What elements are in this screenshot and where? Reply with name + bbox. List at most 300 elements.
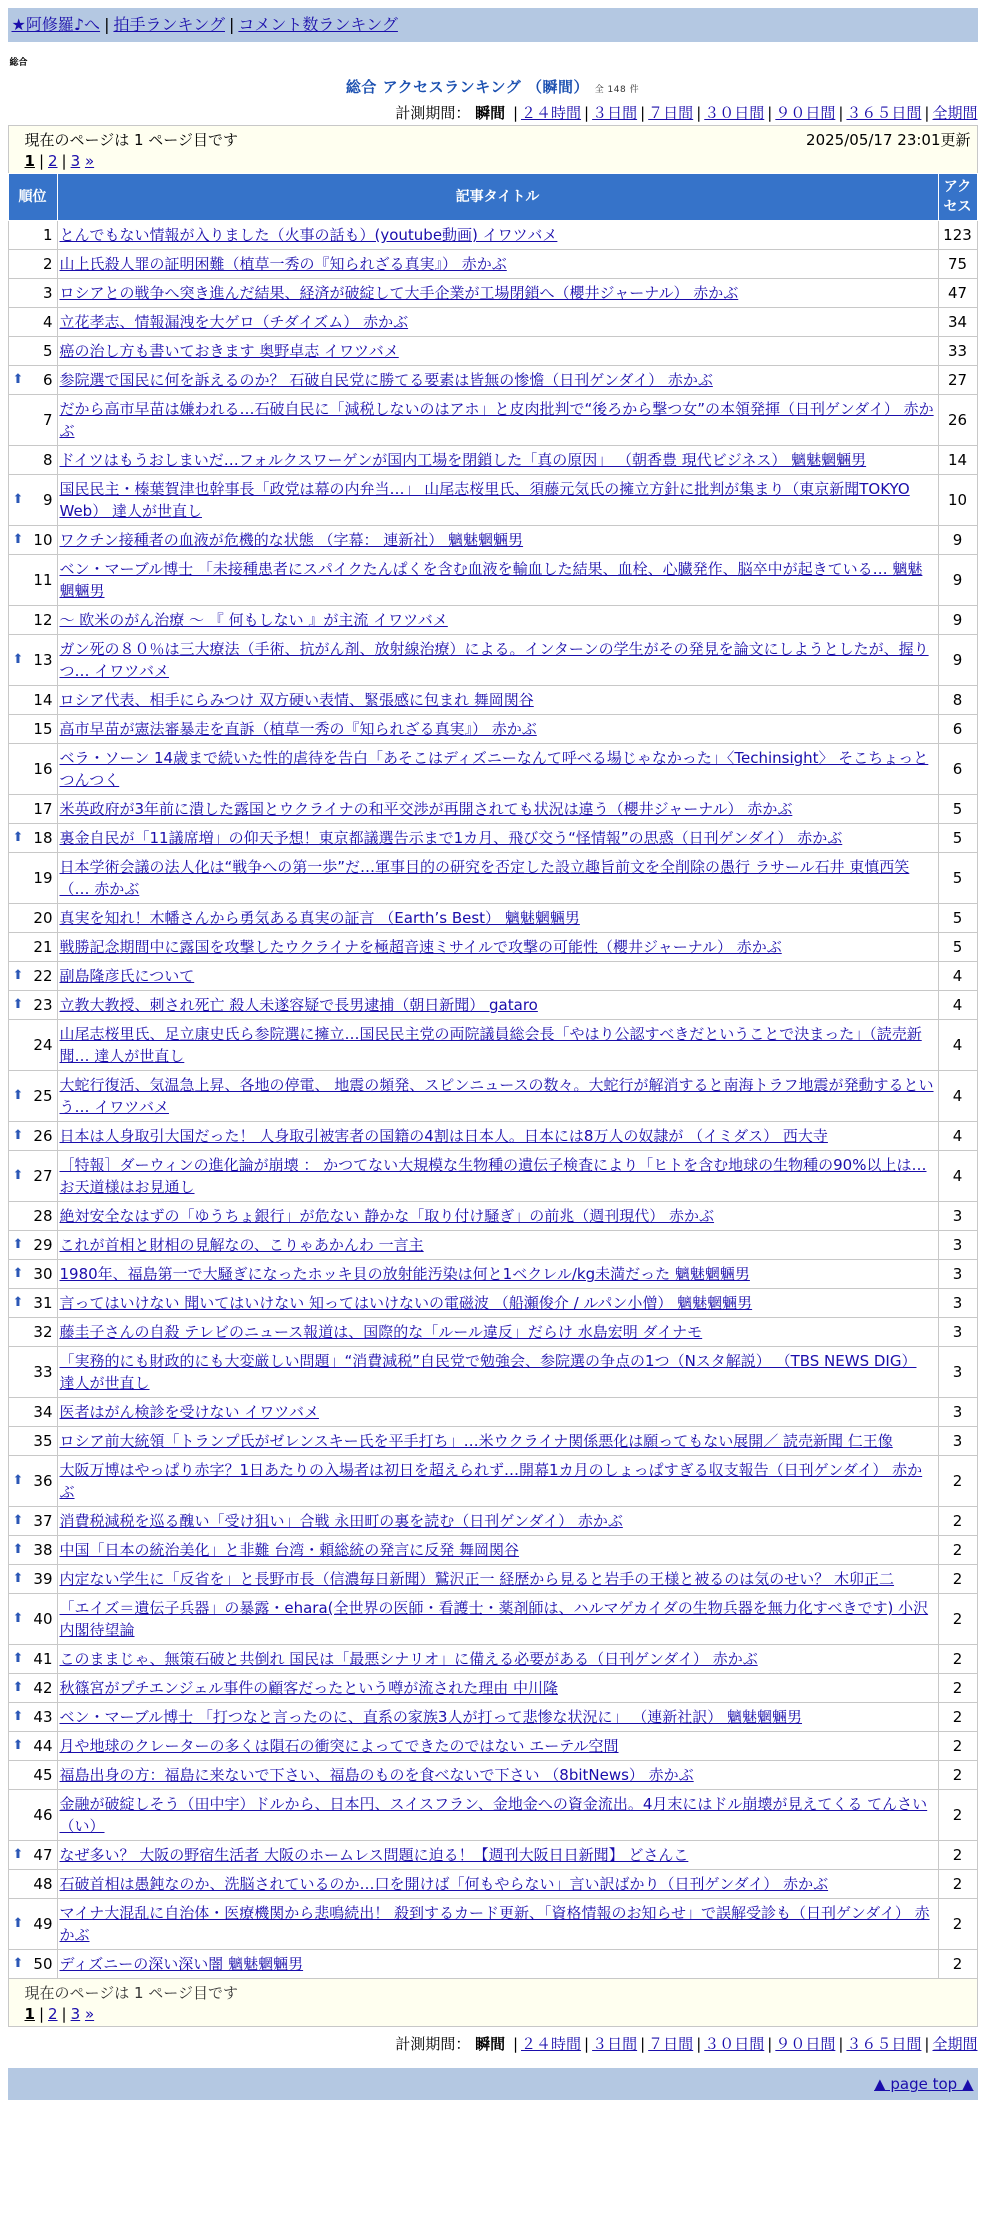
- title-cell: [57, 395, 938, 446]
- title-cell: [57, 366, 938, 395]
- rank-number: 8: [42, 451, 53, 469]
- period-link[interactable]: ７日間: [648, 104, 694, 122]
- ranking-row: [8, 1703, 977, 1732]
- separator: |: [838, 2035, 844, 2053]
- title-cell: [57, 1260, 938, 1289]
- ranking-row: [8, 1674, 977, 1703]
- separator: |: [838, 104, 844, 122]
- up-arrow-icon: ⬆: [12, 1738, 24, 1753]
- access-count: 6: [938, 744, 977, 795]
- rank-cell: [8, 1289, 57, 1318]
- page-status: 現在のページは 1 ページ目です: [24, 131, 238, 149]
- title-cell: [57, 1347, 938, 1398]
- rank-cell: [8, 991, 57, 1020]
- access-count: 4: [938, 991, 977, 1020]
- rank-number: 13: [33, 651, 53, 669]
- pager-top: [25, 152, 971, 170]
- article-link[interactable]: ベラ・ソーン 14歳まで続いた性的虐待を告白「あそこはディズニーなんて呼べる場じゃなかった」〈Techinsight〉 そこちょっとつんつく: [59, 749, 929, 789]
- article-link[interactable]: このままじゃ、無策石破と共倒れ 国民は「最悪シナリオ」に備える必要がある（日刊ゲンダイ） 赤かぶ: [59, 1650, 758, 1668]
- ranking-row: [8, 1870, 977, 1899]
- article-link[interactable]: 副島隆彦氏について: [59, 967, 195, 985]
- article-link[interactable]: 大蛇行復活、気温急上昇、各地の停電、 地震の頻発、スピンニュースの数々。大蛇行が解消すると南海トラフ地震が発動するという… イワツバメ: [59, 1076, 934, 1116]
- access-count: 2: [938, 1761, 977, 1790]
- page-top-link[interactable]: ▲ page top ▲: [874, 2075, 974, 2093]
- rank-number: 19: [33, 869, 53, 887]
- rank-cell: [8, 1761, 57, 1790]
- title-cell: [57, 1732, 938, 1761]
- article-link[interactable]: マイナ大混乱に自治体・医療機関から悲鳴続出！ 殺到するカード更新、「資格情報のお知らせ」で誤解受診も（日刊ゲンダイ） 赤かぶ: [59, 1904, 930, 1944]
- up-arrow-icon: ⬆: [12, 1237, 24, 1252]
- rank-cell: [8, 1231, 57, 1260]
- article-link[interactable]: ディズニーの深い深い闇 魑魅魍魎男: [59, 1955, 304, 1973]
- article-link[interactable]: 山尾志桜里氏、足立康史氏ら参院選に擁立…国民民主党の両院議員総会長「やはり公認すべきだということで決まった」（読売新聞… 達人が世直し: [59, 1025, 922, 1065]
- access-count: 3: [938, 1231, 977, 1260]
- article-link[interactable]: 山上氏殺人罪の証明困難（植草一秀の『知られざる真実』） 赤かぶ: [59, 255, 507, 273]
- rank-cell: [8, 795, 57, 824]
- separator: |: [61, 2005, 67, 2023]
- title-cell: [57, 1202, 938, 1231]
- ranking-row: [8, 1122, 977, 1151]
- article-link[interactable]: 大阪万博はやっぱり赤字？1日あたりの入場者は初日を超えられず…開幕1カ月のしょっぱすぎる収支報告（日刊ゲンダイ） 赤かぶ: [59, 1461, 923, 1501]
- article-link[interactable]: 「実務的にも財政的にも大変厳しい問題」“消費減税”自民党で勉強会、参院選の争点の1つ（Nスタ解説） （TBS NEWS DIG） 達人が世直し: [59, 1352, 917, 1392]
- period-link[interactable]: ３６５日間: [846, 104, 922, 122]
- title-cell: [57, 279, 938, 308]
- home-link[interactable]: ★阿修羅♪へ: [11, 15, 101, 34]
- up-arrow-icon: ⬆: [12, 1916, 24, 1931]
- ranking-row: [8, 221, 977, 250]
- period-current: 瞬間: [475, 2035, 506, 2053]
- rank-cell: [8, 221, 57, 250]
- article-link[interactable]: ベン・マーブル博士 「未接種患者にスパイクたんぱくを含む血液を輸血した結果、血栓、心臓発作、脳卒中が起きている… 魑魅魍魎男: [59, 560, 923, 600]
- up-arrow-icon: ⬆: [12, 1473, 24, 1488]
- rank-number: 27: [33, 1167, 53, 1185]
- access-count: 47: [938, 279, 977, 308]
- article-link[interactable]: ワクチン接種者の血液が危機的な状態 （字幕： 連新社） 魑魅魍魎男: [59, 531, 524, 549]
- rank-cell: [8, 279, 57, 308]
- title-cell: [57, 1071, 938, 1122]
- footer-bar: [8, 2068, 978, 2100]
- rank-number: 32: [33, 1323, 53, 1341]
- ranking-row: [8, 1289, 977, 1318]
- period-link[interactable]: 全期間: [932, 104, 978, 122]
- ranking-row: [8, 1151, 977, 1202]
- rank-cell: [8, 250, 57, 279]
- access-count: 2: [938, 1703, 977, 1732]
- rank-number: 28: [33, 1207, 53, 1225]
- access-count: 4: [938, 1071, 977, 1122]
- access-count: 2: [938, 1870, 977, 1899]
- rank-number: 18: [33, 829, 53, 847]
- access-count: 3: [938, 1318, 977, 1347]
- rank-number: 22: [33, 967, 53, 985]
- title-cell: [57, 853, 938, 904]
- period-link[interactable]: ９０日間: [775, 2035, 836, 2053]
- ranking-row: [8, 1347, 977, 1398]
- separator: |: [584, 2035, 590, 2053]
- period-link[interactable]: ９０日間: [775, 104, 836, 122]
- ranking-row: [8, 1899, 977, 1950]
- title-cell: [57, 991, 938, 1020]
- rank-cell: [8, 635, 57, 686]
- ranking-count: 全 148 件: [594, 85, 640, 95]
- title-cell: [57, 1899, 938, 1950]
- ranking-row: [8, 686, 977, 715]
- title-cell: [57, 1841, 938, 1870]
- title-cell: [57, 962, 938, 991]
- period-link[interactable]: ２４時間: [521, 2035, 582, 2053]
- up-arrow-icon: ⬆: [12, 1168, 24, 1183]
- title-cell: [57, 1122, 938, 1151]
- up-arrow-icon: ⬆: [12, 1088, 24, 1103]
- period-link[interactable]: ７日間: [648, 2035, 694, 2053]
- period-link[interactable]: ３６５日間: [846, 2035, 922, 2053]
- access-count: 4: [938, 962, 977, 991]
- title-cell: [57, 250, 938, 279]
- page-link[interactable]: 3: [70, 2005, 81, 2023]
- up-arrow-icon: ⬆: [12, 1266, 24, 1281]
- ranking-title: 総合 アクセスランキング （瞬間）: [345, 78, 589, 96]
- ranking-title-row: [8, 76, 978, 97]
- page-link[interactable]: 2: [48, 2005, 58, 2023]
- article-link[interactable]: 内定ない学生に「反省を」と長野市長（信濃毎日新聞）鷲沢正一 経歴から見ると岩手の王様と被るのは気のせい？ 木卯正二: [59, 1570, 895, 1588]
- rank-number: 14: [33, 691, 53, 709]
- title-cell: [57, 686, 938, 715]
- article-link[interactable]: 月や地球のクレーターの多くは隕石の衝突によってできたのではない エーテル空間: [59, 1737, 619, 1755]
- rank-cell: [8, 824, 57, 853]
- ranking-row: [8, 1202, 977, 1231]
- rank-number: 33: [33, 1363, 53, 1381]
- period-label: 計測期間：: [395, 2035, 471, 2053]
- title-cell: [57, 1318, 938, 1347]
- access-count: 8: [938, 686, 977, 715]
- period-current: 瞬間: [475, 104, 506, 122]
- ranking-row: [8, 962, 977, 991]
- up-arrow-icon: ⬆: [12, 1128, 24, 1143]
- title-cell: [57, 1231, 938, 1260]
- title-cell: [57, 1870, 938, 1899]
- article-link[interactable]: 高市早苗が憲法審暴走を直訴（植草一秀の『知られざる真実』） 赤かぶ: [59, 720, 537, 738]
- rank-cell: [8, 1020, 57, 1071]
- comment-ranking-link[interactable]: コメント数ランキング: [238, 15, 398, 34]
- article-link[interactable]: ～ 欧米のがん治療 ～ 『 何もしない 』が主流 イワツバメ: [59, 611, 448, 629]
- ranking-row: [8, 1231, 977, 1260]
- period-link[interactable]: ２４時間: [521, 104, 582, 122]
- rank-cell: [8, 933, 57, 962]
- title-cell: [57, 1151, 938, 1202]
- access-count: 5: [938, 795, 977, 824]
- ranking-row: [8, 308, 977, 337]
- article-link[interactable]: 癌の治し方も書いておきます 奥野卓志 イワツバメ: [59, 342, 399, 360]
- separator: |: [696, 2035, 702, 2053]
- article-link[interactable]: ベン・マーブル博士 「打つなと言ったのに、直系の家族3人が打って悲惨な状況に」 （連新社訳） 魑魅魍魎男: [59, 1708, 803, 1726]
- title-cell: [57, 1703, 938, 1732]
- article-link[interactable]: ロシアとの戦争へ突き進んだ結果、経済が破綻して大手企業が工場閉鎖へ（櫻井ジャーナル） 赤かぶ: [59, 284, 739, 302]
- rank-number: 17: [33, 800, 53, 818]
- rank-cell: [8, 526, 57, 555]
- category-label: 総合: [9, 58, 28, 68]
- rank-cell: [8, 555, 57, 606]
- title-cell: [57, 824, 938, 853]
- title-cell: [57, 606, 938, 635]
- title-cell: [57, 904, 938, 933]
- up-arrow-icon: ⬆: [12, 830, 24, 845]
- article-link[interactable]: 日本は人身取引大国だった！ 人身取引被害者の国籍の4割は日本人。日本には8万人の奴隷が （イミダス） 西大寺: [59, 1127, 828, 1145]
- rank-number: 30: [33, 1265, 53, 1283]
- article-link[interactable]: 日本学術会議の法人化は“戦争への第一歩”だ…軍事目的の研究を否定した設立趣旨前文を全削除の愚行 ラサール石井 東慎西笑（… 赤かぶ: [59, 858, 910, 898]
- separator: |: [38, 2005, 44, 2023]
- rank-number: 1: [42, 226, 53, 244]
- article-link[interactable]: とんでもない情報が入りました（火事の話も）(youtube動画) イワツバメ: [59, 226, 558, 244]
- rank-cell: [8, 1151, 57, 1202]
- ranking-row: [8, 1536, 977, 1565]
- info-box-top: [8, 125, 978, 173]
- rank-number: 25: [33, 1087, 53, 1105]
- rank-cell: [8, 1732, 57, 1761]
- rank-cell: [8, 1427, 57, 1456]
- title-cell: [57, 1594, 938, 1645]
- access-count: 10: [938, 475, 977, 526]
- ranking-row: [8, 279, 977, 308]
- ranking-row: [8, 250, 977, 279]
- up-arrow-icon: ⬆: [12, 1956, 24, 1971]
- ranking-row: [8, 1427, 977, 1456]
- title-cell: [57, 744, 938, 795]
- rank-cell: [8, 962, 57, 991]
- article-link[interactable]: 藤圭子さんの自殺 テレビのニュース報道は、国際的な「ルール違反」だらけ 水島宏明 ダイナモ: [59, 1323, 703, 1341]
- access-count: 33: [938, 337, 977, 366]
- access-count: 2: [938, 1899, 977, 1950]
- ranking-row: [8, 337, 977, 366]
- rank-cell: [8, 686, 57, 715]
- separator: |: [512, 104, 519, 122]
- title-cell: [57, 1289, 938, 1318]
- access-count: 5: [938, 824, 977, 853]
- article-link[interactable]: 1980年、福島第一で大騒ぎになったホッキ貝の放射能汚染は何と1ベクレル/kg未満だった 魑魅魍魎男: [59, 1265, 750, 1283]
- up-arrow-icon: ⬆: [12, 372, 24, 387]
- rank-number: 35: [33, 1432, 53, 1450]
- rank-number: 46: [33, 1806, 53, 1824]
- rank-cell: [8, 1899, 57, 1950]
- current-page: 1: [24, 152, 35, 170]
- up-arrow-icon: ⬆: [12, 492, 24, 507]
- period-links: [510, 2035, 978, 2053]
- rank-number: 23: [33, 996, 53, 1014]
- title-cell: [57, 308, 938, 337]
- article-link[interactable]: だから高市早苗は嫌われる…石破自民に「減税しないのはアホ」と皮肉批判で“後ろから撃つ女”の本領発揮（日刊ゲンダイ） 赤かぶ: [59, 400, 934, 440]
- article-link[interactable]: ［特報］ダーウィンの進化論が崩壊 ： かつてない大規模な生物種の遺伝子検査により「ヒトを含む地球の生物種の90%以上は… お天道様はお見通し: [59, 1156, 927, 1196]
- article-link[interactable]: ロシア前大統領「トランプ氏がゼレンスキー氏を平手打ち」…米ウクライナ関係悪化は願ってもない展開／ 読売新聞 仁王像: [59, 1432, 893, 1450]
- rank-cell: [8, 904, 57, 933]
- pager-bottom: [25, 2005, 971, 2023]
- rank-cell: [8, 475, 57, 526]
- article-link[interactable]: 立花孝志、情報漏洩を大ゲロ（チダイズム） 赤かぶ: [59, 313, 409, 331]
- up-arrow-icon: ⬆: [12, 1680, 24, 1695]
- access-count: 2: [938, 1950, 977, 1979]
- access-count: 3: [938, 1260, 977, 1289]
- article-link[interactable]: 消費税減税を巡る醜い「受け狙い」合戦 永田町の裏を読む（日刊ゲンダイ） 赤かぶ: [59, 1512, 623, 1530]
- period-link[interactable]: ３０日間: [704, 104, 765, 122]
- access-count: 123: [938, 221, 977, 250]
- article-link[interactable]: 言ってはいけない 聞いてはいけない 知ってはいけないの電磁波 （船瀬俊介 / ルパン小僧） 魑魅魍魎男: [59, 1294, 753, 1312]
- period-link[interactable]: 全期間: [932, 2035, 978, 2053]
- separator: |: [640, 104, 646, 122]
- title-cell: [57, 1565, 938, 1594]
- current-page: 1: [24, 2005, 35, 2023]
- separator: |: [38, 152, 44, 170]
- rank-number: 9: [42, 491, 53, 509]
- rank-cell: [8, 1536, 57, 1565]
- clap-ranking-link[interactable]: 拍手ランキング: [113, 15, 225, 34]
- period-link[interactable]: ３日間: [592, 2035, 638, 2053]
- article-link[interactable]: ドイツはもうおしまいだ…フォルクスワーゲンが国内工場を閉鎖した「真の原因」 （朝香豊 現代ビジネス） 魑魅魍魎男: [59, 451, 867, 469]
- title-cell: [57, 1507, 938, 1536]
- next-page-link[interactable]: »: [84, 152, 95, 170]
- rank-number: 3: [42, 284, 53, 302]
- title-cell: [57, 446, 938, 475]
- access-count: 9: [938, 555, 977, 606]
- rank-number: 10: [33, 531, 53, 549]
- article-link[interactable]: 福島出身の方：福島に来ないで下さい、福島のものを食べないで下さい （8bitNews） 赤かぶ: [59, 1766, 694, 1784]
- title-cell: [57, 635, 938, 686]
- article-link[interactable]: 医者はがん検診を受けない イワツバメ: [59, 1403, 319, 1421]
- article-link[interactable]: 中国「日本の統治美化」と非難 台湾・頼総統の発言に反発 舞岡関谷: [59, 1541, 520, 1559]
- article-link[interactable]: 米英政府が3年前に潰した露国とウクライナの和平交渉が再開されても状況は違う（櫻井ジャーナル） 赤かぶ: [59, 800, 793, 818]
- ranking-body: [8, 221, 977, 1979]
- access-count: 2: [938, 1674, 977, 1703]
- rank-cell: [8, 395, 57, 446]
- info-box-bottom: [8, 1979, 978, 2027]
- rank-number: 6: [42, 371, 53, 389]
- rank-cell: [8, 1398, 57, 1427]
- up-arrow-icon: ⬆: [12, 1513, 24, 1528]
- article-link[interactable]: 裏金自民が「11議席増」の仰天予想！東京都議選告示まで1カ月、飛び交う“怪情報”の思惑（日刊ゲンダイ） 赤かぶ: [59, 829, 843, 847]
- ranking-row: [8, 1565, 977, 1594]
- rank-cell: [8, 446, 57, 475]
- rank-cell: [8, 337, 57, 366]
- page-link[interactable]: 2: [48, 152, 58, 170]
- rank-number: 15: [33, 720, 53, 738]
- ranking-row: [8, 853, 977, 904]
- rank-number: 41: [33, 1650, 53, 1668]
- access-count: 9: [938, 635, 977, 686]
- title-cell: [57, 221, 938, 250]
- rank-cell: [8, 715, 57, 744]
- up-arrow-icon: ⬆: [12, 997, 24, 1012]
- article-link[interactable]: 絶対安全なはずの「ゆうちょ銀行」が危ない 静かな「取り付け騒ぎ」の前兆（週刊現代） 赤かぶ: [59, 1207, 715, 1225]
- article-link[interactable]: これが首相と財相の見解なの、こりゃあかんわ 一言主: [59, 1236, 424, 1254]
- ranking-row: [8, 1645, 977, 1674]
- article-link[interactable]: 参院選で国民に何を訴えるのか？ 石破自民党に勝てる要素は皆無の惨憺（日刊ゲンダイ） 赤かぶ: [59, 371, 713, 389]
- rank-number: 36: [33, 1472, 53, 1490]
- rank-number: 49: [33, 1915, 53, 1933]
- title-cell: [57, 1645, 938, 1674]
- title-cell: [57, 1950, 938, 1979]
- article-link[interactable]: ガン死の８０％は三大療法（手術、抗がん剤、放射線治療）による。インターンの学生がその発見を論文にしようとしたが、握りつ… イワツバメ: [59, 640, 929, 680]
- rank-number: 2: [42, 255, 53, 273]
- rank-number: 42: [33, 1679, 53, 1697]
- rank-number: 34: [33, 1403, 53, 1421]
- title-cell: [57, 795, 938, 824]
- ranking-row: [8, 1318, 977, 1347]
- article-link[interactable]: 国民民主・榛葉賀津也幹事長「政党は幕の内弁当…」 山尾志桜里氏、須藤元気氏の擁立方針に批判が集まり（東京新聞TOKYO Web） 達人が世直し: [59, 480, 910, 520]
- page-status-bottom: 現在のページは 1 ページ目です: [24, 1984, 238, 2002]
- ranking-row: [8, 1020, 977, 1071]
- rank-number: 12: [33, 611, 53, 629]
- title-cell: [57, 526, 938, 555]
- rank-number: 43: [33, 1708, 53, 1726]
- access-count: 5: [938, 853, 977, 904]
- ranking-row: [8, 991, 977, 1020]
- access-count: 3: [938, 1427, 977, 1456]
- ranking-row: [8, 1398, 977, 1427]
- ranking-row: [8, 795, 977, 824]
- access-count: 3: [938, 1398, 977, 1427]
- title-cell: [57, 555, 938, 606]
- ranking-table: [8, 173, 978, 1979]
- article-link[interactable]: 立教大教授、刺され死亡 殺人未遂容疑で長男逮捕（朝日新聞） gataro: [59, 996, 538, 1014]
- period-link[interactable]: ３日間: [592, 104, 638, 122]
- title-cell: [57, 1398, 938, 1427]
- access-count: 5: [938, 904, 977, 933]
- article-link[interactable]: 石破首相は愚鈍なのか、洗脳されているのか…口を開けば「何もやらない」言い訳ばかり（日刊ゲンダイ） 赤かぶ: [59, 1875, 829, 1893]
- article-link[interactable]: 真実を知れ！木幡さんから勇気ある真実の証言 （Earth’s Best） 魑魅魍魎男: [59, 909, 580, 927]
- rank-number: 47: [33, 1846, 53, 1864]
- rank-number: 50: [33, 1955, 53, 1973]
- rank-cell: [8, 1202, 57, 1231]
- article-link[interactable]: ロシア代表、相手にらみつけ 双方硬い表情、緊張感に包まれ 舞岡関谷: [59, 691, 534, 709]
- article-link[interactable]: 秋篠宮がプチエンジェル事件の顧客だったという噂が流された理由 中川隆: [59, 1679, 558, 1697]
- separator: |: [584, 104, 590, 122]
- rank-number: 21: [33, 938, 53, 956]
- ranking-row: [8, 1761, 977, 1790]
- separator: |: [924, 2035, 930, 2053]
- rank-cell: [8, 1790, 57, 1841]
- title-cell: [57, 475, 938, 526]
- rank-cell: [8, 1565, 57, 1594]
- rank-number: 11: [33, 571, 53, 589]
- access-count: 2: [938, 1790, 977, 1841]
- article-link[interactable]: 戦勝記念期間中に露国を攻撃したウクライナを極超音速ミサイルで攻撃の可能性（櫻井ジャーナル） 赤かぶ: [59, 938, 782, 956]
- up-arrow-icon: ⬆: [12, 1295, 24, 1310]
- article-link[interactable]: 金融が破綻しそう（田中宇）ドルから、日本円、スイスフラン、金地金への資金流出。4月末にはドル崩壊が見えてくる てんさい（い）: [59, 1795, 928, 1835]
- rank-cell: [8, 1870, 57, 1899]
- rank-number: 5: [42, 342, 53, 360]
- period-selector-top: [8, 102, 978, 123]
- rank-cell: [8, 1645, 57, 1674]
- access-count: 2: [938, 1841, 977, 1870]
- article-link[interactable]: なぜ多い？ 大阪の野宿生活者 大阪のホームレス問題に迫る！【週刊大阪日日新聞】 どさんこ: [59, 1846, 689, 1864]
- next-page-link[interactable]: »: [84, 2005, 95, 2023]
- access-count: 9: [938, 526, 977, 555]
- ranking-row: [8, 366, 977, 395]
- access-count: 4: [938, 1020, 977, 1071]
- page-link[interactable]: 3: [70, 152, 81, 170]
- up-arrow-icon: ⬆: [12, 1847, 24, 1862]
- ranking-row: [8, 744, 977, 795]
- ranking-row: [8, 933, 977, 962]
- ranking-row: [8, 1456, 977, 1507]
- period-link[interactable]: ３０日間: [704, 2035, 765, 2053]
- access-count: 6: [938, 715, 977, 744]
- access-count: 34: [938, 308, 977, 337]
- title-cell: [57, 1674, 938, 1703]
- access-count: 2: [938, 1507, 977, 1536]
- separator: |: [640, 2035, 646, 2053]
- rank-number: 16: [33, 760, 53, 778]
- up-arrow-icon: ⬆: [12, 1542, 24, 1557]
- rank-cell: [8, 308, 57, 337]
- article-link[interactable]: 「エイズ＝遺伝子兵器」の暴露・ehara(全世界の医師・看護士・薬剤師は、ハルマゲカイダの生物兵器を無力化すべきです) 小沢内閣待望論: [59, 1599, 929, 1639]
